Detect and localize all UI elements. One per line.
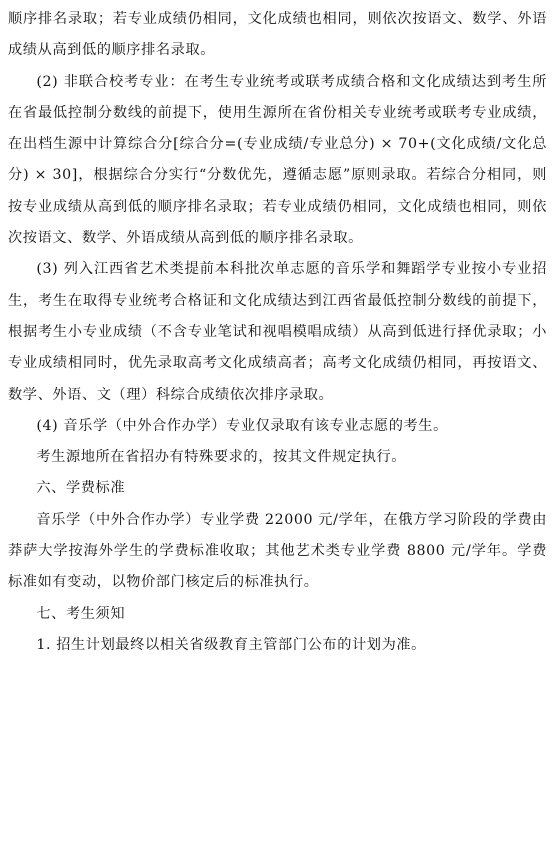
paragraph-cooperative-program: (4) 音乐学（中外合作办学）专业仅录取有该专业志愿的考生。	[36, 417, 448, 434]
paragraph-non-joint-exam-major: (2) 非联合校考专业：在考生专业统考或联考成绩合格和文化成绩达到考生所在省最低控制分数线的前提下，使用生源所在省份相关专业统考或联考专业成绩，在出档生源中计算综合分[综合分=(专业成绩/专业总分) × 70+(文化成绩/文化总分) × 30]，根据综合分实行“分数优先，遵循志愿”原则录取。若综合分相同，则按专业成绩从高到低的顺序排名录取；若专业成绩仍相同，文化成绩也相同，则依次按语文、数学、外语成绩从高到低的顺序排名录取。	[8, 73, 547, 247]
section-heading-applicant-notice: 七、考生须知	[36, 605, 126, 622]
paragraph-tuition-standard: 音乐学（中外合作办学）专业学费 22000 元/学年，在俄方学习阶段的学费由莽萨大学按海外学生的学费标准收取；其他艺术类专业学费 8800 元/学年。学费标准如有变动，以物价部门核定后的标准执行。	[8, 511, 547, 591]
section-heading-tuition: 六、学费标准	[36, 480, 126, 497]
paragraph-enrollment-plan-note: 1. 招生计划最终以相关省级教育主管部门公布的计划为准。	[36, 636, 426, 653]
paragraph-ranking-continued: 顺序排名录取；若专业成绩仍相同，文化成绩也相同，则依次按语文、数学、外语成绩从高到低的顺序排名录取。	[8, 11, 547, 59]
paragraph-provincial-requirements: 考生源地所在省招办有特殊要求的，按其文件规定执行。	[36, 449, 407, 466]
paragraph-jiangxi-music-dance: (3) 列入江西省艺术类提前本科批次单志愿的音乐学和舞蹈学专业按小专业招生，考生在取得专业统考合格证和文化成绩达到江西省最低控制分数线的前提下，根据考生小专业成绩（不含专业笔试和视唱模唱成绩）从高到低进行择优录取；小专业成绩相同时，优先录取高考文化成绩高者；高考文化成绩仍相同，再按语文、数学、外语、文（理）科综合成绩依次排序录取。	[8, 261, 547, 403]
